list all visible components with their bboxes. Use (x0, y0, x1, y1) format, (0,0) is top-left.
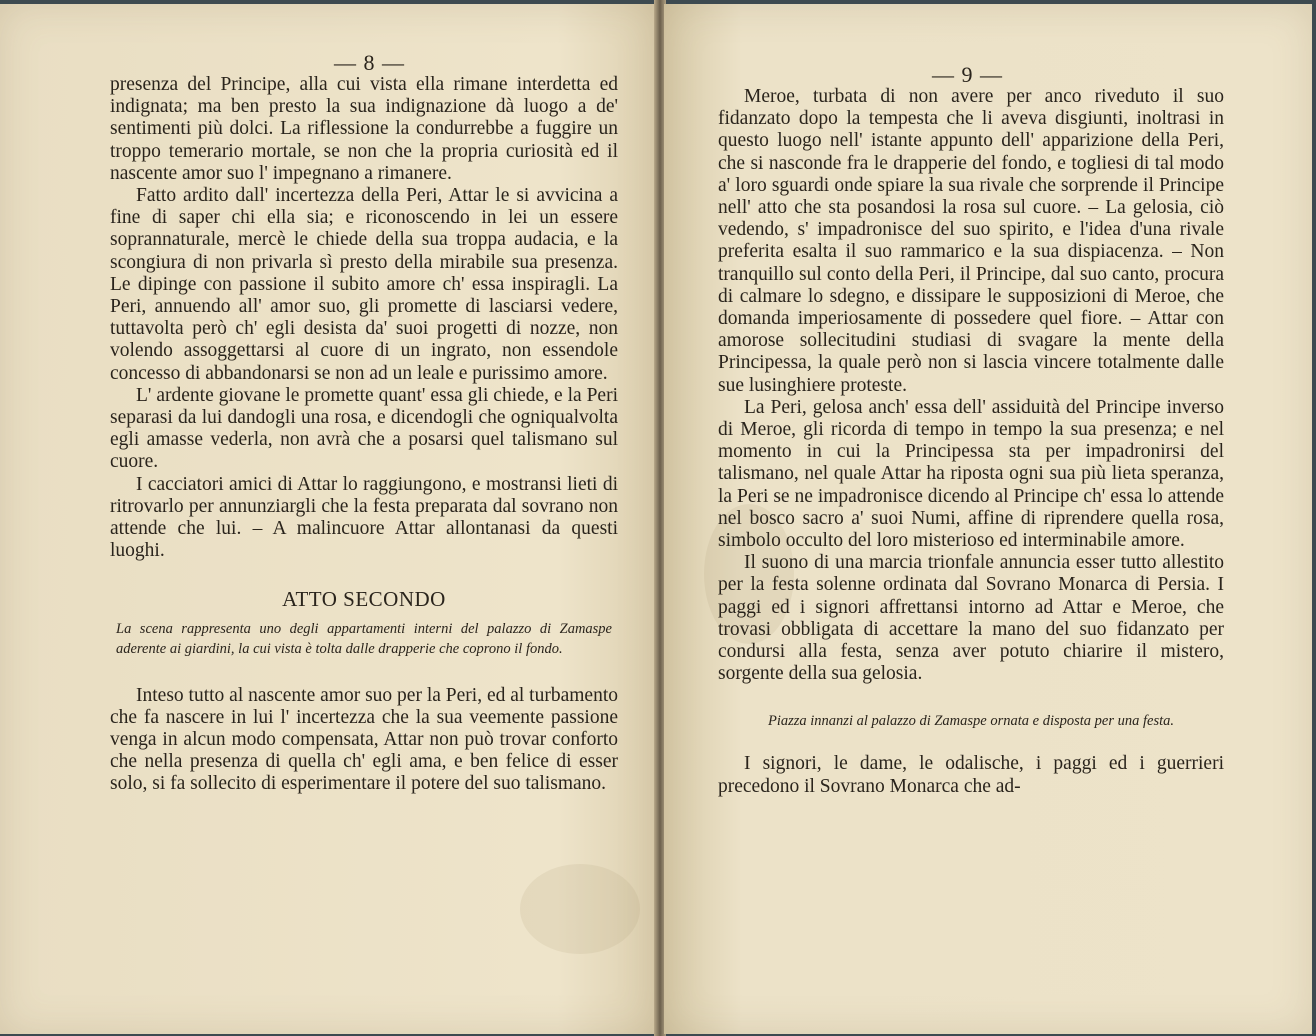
paragraph: I cacciatori amici di Attar lo raggiungono, e mostransi lieti di ritrovarlo per annunziargli che la festa preparata dal sovrano non attende che lui. – A malincuore Attar allontanasi da questi luoghi. (110, 473, 618, 562)
right-page (664, 4, 1312, 1034)
paper-stain (520, 864, 640, 954)
paragraph: L' ardente giovane le promette quant' essa gli chiede, e la Peri separasi da lui dandogli una rosa, e dicendogli che ogniqualvolta egli amasse vederla, non avrà che a posarsi quel talismano sul cuore. (110, 384, 618, 473)
paragraph: presenza del Principe, alla cui vista ella rimane interdetta ed indignata; ma ben presto la sua indignazione dà luogo a de' sentimenti più dolci. La riflessione la condurrebbe a fuggire un troppo temerario mortale, se non che la propria curiosità ed il nascente amor suo l' impegnano a rimanere. (110, 74, 618, 184)
scene-description: Piazza innanzi al palazzo di Zamaspe ornata e disposta per una festa. (767, 713, 1175, 730)
paragraph: I signori, le dame, le odalische, i paggi ed i guerrieri precedono il Sovrano Monarca che ad- (718, 753, 1224, 797)
paragraph: La Peri, gelosa anch' essa dell' assiduità del Principe inverso di Meroe, gli ricorda di tempo in tempo la sua presenza; e nel momento in cui la Principessa sta per impadronirsi del talismano, nel quale Attar ha riposta ogni sua più lieta speranza, la Peri se ne impadronisce dicendo al Principe ch' essa lo attende nel bosco sacro a' suoi Numi, affine di riprendere quella rosa, simbolo occulto del loro misterioso ed interminabile amore. (718, 396, 1224, 552)
paragraph: Fatto ardito dall' incertezza della Peri, Attar le si avvicina a fine di saper chi ella sia; e riconoscendo in lei un essere soprannaturale, mercè le chiede della sua troppa audacia, e la scongiura di non privarla sì presto della mirabile sua presenza. Le dipinge con passione il subito amore ch' essa inspiragli. La Peri, annuendo all' amor suo, gli promette di lasciarsi vedere, tuttavolta però ch' egli desista da' suoi progetti di nozze, non volendo assoggettarsi al cuore di un ingrato, non essendole concesso di abbandonarsi se non ad un leale e purissimo amore. (110, 185, 618, 384)
page-number: — 8 — (334, 50, 405, 75)
left-page-text (110, 74, 618, 796)
act-heading: ATTO SECONDO (282, 587, 446, 612)
left-page (0, 4, 656, 1034)
right-page-text (718, 86, 1224, 798)
paragraph: Meroe, turbata di non avere per anco riveduto il suo fidanzato dopo la tempesta che li aveva disgiunti, inoltrasi in questo luogo nell' istante appunto dell' apparizione della Peri, che si nasconde fra le drapperie del fondo, e togliesi di tal modo a' loro sguardi onde spiare la sua rivale che sorprende il Principe nell' atto che sta posandosi la rosa sul cuore. – La gelosia, ciò vedendo, s' impadronisce del suo spirito, e l'idea d'una rivale preferita esalta il suo rammarico e la sua dispiacenza. – Non tranquillo sul conto della Peri, il Principe, dal suo canto, procura di calmare lo sdegno, e dissipare le supposizioni di Meroe, che domanda imperiosamente di possedere quel fiore. – Attar con amorose sollecitudini studiasi di svagare la mente della Principessa, la quale però non si lascia vincere totalmente dalle sue lusinghiere proteste. (718, 86, 1224, 396)
paragraph: Inteso tutto al nascente amor suo per la Peri, ed al turbamento che fa nascere in lui l' incertezza che la sua veemente passione venga in alcun modo compensata, Attar non può trovar conforto che nella presenza di quella ch' egli ama, e ben felice di esser solo, si fa sollecito di esperimentare il potere del suo talismano. (110, 684, 618, 795)
page-number: — 9 — (932, 62, 1003, 87)
scene-description: La scena rappresenta uno degli appartamenti interni del palazzo di Zamaspe aderente ai giardini, la cui vista è tolta dalle drapperie che coprono il fondo. (116, 620, 612, 657)
paragraph: Il suono di una marcia trionfale annuncia esser tutto allestito per la festa solenne ordinata dal Sovrano Monarca di Persia. I paggi ed i signori affrettansi intorno ad Attar e Meroe, che trovasi obbligata di accettare la mano del suo fidanzato per condursi alla festa, senza aver potuto chiarire il mistero, sorgente della sua gelosia. (718, 552, 1224, 685)
